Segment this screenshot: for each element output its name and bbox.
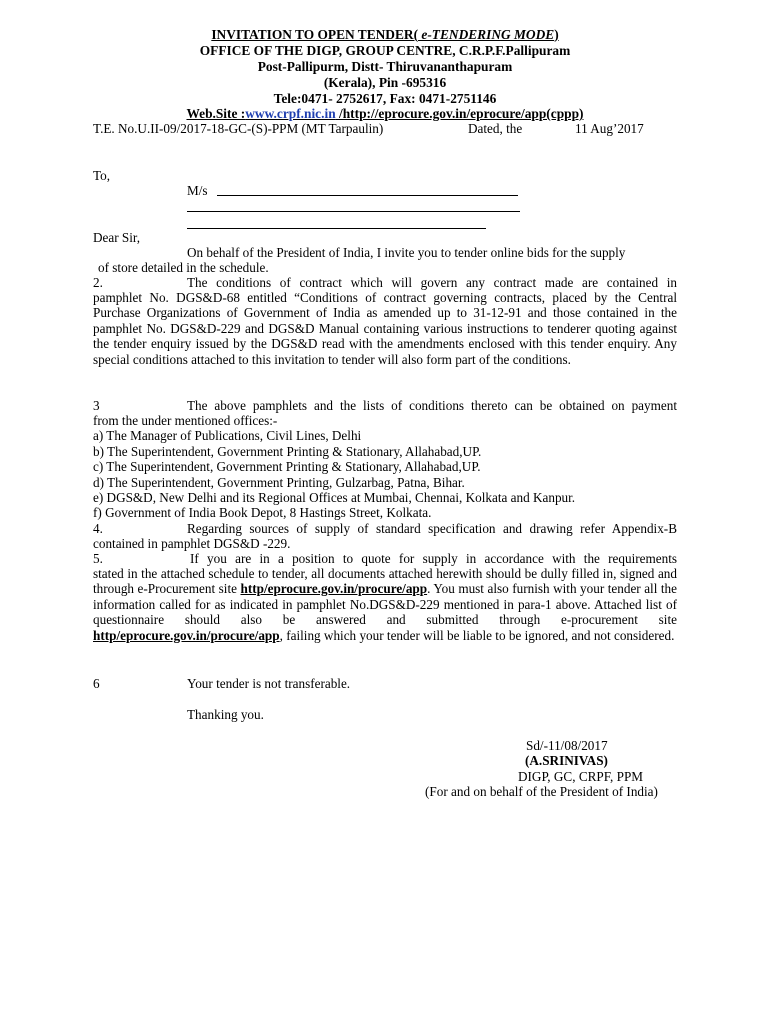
para4-second-line: contained in pamphlet DGS&D -229. bbox=[93, 536, 291, 551]
address-line-1 bbox=[217, 195, 518, 196]
title-prefix: INVITATION TO OPEN TENDER( bbox=[211, 27, 419, 42]
document-title bbox=[0, 27, 770, 43]
signature-date: Sd/-11/08/2017 bbox=[526, 738, 608, 753]
title-mode: e-TENDERING MODE bbox=[418, 27, 555, 42]
ms-label: M/s bbox=[187, 183, 208, 198]
salutation: Dear Sir, bbox=[93, 230, 141, 245]
para3-first-line: The above pamphlets and the lists of conditions thereto can be obtained on payment bbox=[187, 398, 677, 413]
para2-body: pamphlet No. DGS&D-68 entitled “Conditions of contract governing contracts, placed by the Central Purchase Organizations of Government of India as amended up to 31-12-91 and those contained in the pamphlet No. DGS&D-229 and DGS&D Manual containing various instructions to tenderer quoting against the tender enquiry issued by the DGS&D read with the amendments enclosed with this tender enquiry. Any special conditions attached to this invitation to tender will also form part of the conditions. bbox=[93, 290, 677, 367]
office-list-item: e) DGS&D, New Delhi and its Regional Offices at Mumbai, Chennai, Kolkata and Kanpur. bbox=[93, 490, 576, 505]
address-line-3 bbox=[187, 228, 486, 229]
para4-first-line: Regarding sources of supply of standard specification and drawing refer Appendix-B bbox=[187, 521, 677, 536]
eprocure-link[interactable]: http/eprocure.gov.in/procure/app bbox=[93, 627, 280, 643]
para5-part2: . You must also furnish with your tender all the information called for as indicated in pamphlet No.DGS&D-229 mentioned in para-1 above. Attached list of questionnaire should also be answered and submitted through e-procurement site bbox=[93, 581, 677, 628]
tender-enquiry-number: T.E. No.U.II-09/2017-18-GC-(S)-PPM (MT Tarpaulin) bbox=[93, 121, 384, 136]
website-link-crpf[interactable]: www.crpf.nic.in bbox=[245, 106, 336, 121]
para5-body bbox=[93, 566, 677, 643]
eprocure-link[interactable]: http/eprocure.gov.in/procure/app bbox=[240, 581, 428, 597]
office-phone-fax: Tele:0471- 2752617, Fax: 0471-2751146 bbox=[273, 91, 497, 106]
address-line-2 bbox=[187, 211, 520, 212]
para1-line2: of store detailed in the schedule. bbox=[98, 260, 269, 275]
para6-text: Your tender is not transferable. bbox=[187, 676, 351, 691]
para1-line1: On behalf of the President of India, I invite you to tender online bids for the supply bbox=[187, 245, 626, 260]
tender-date: 11 Aug’2017 bbox=[575, 121, 644, 136]
para5-part1: stated in the attached schedule to tender, all documents attached herewith should be dully filled in, signed and through e-Procurement site bbox=[93, 566, 677, 597]
website-line bbox=[0, 106, 770, 122]
office-list-item: a) The Manager of Publications, Civil Lines, Delhi bbox=[93, 428, 362, 443]
para3-number: 3 bbox=[93, 398, 100, 413]
para4-number: 4. bbox=[93, 521, 103, 536]
to-label: To, bbox=[93, 168, 111, 183]
signatory-designation: DIGP, GC, CRPF, PPM bbox=[518, 769, 644, 784]
office-list-item: f) Government of India Book Depot, 8 Hastings Street, Kolkata. bbox=[93, 505, 432, 520]
para5-part3: , failing which your tender will be liable to be ignored, and not considered. bbox=[279, 627, 675, 643]
para5-first-line: If you are in a position to quote for supply in accordance with the requirements bbox=[190, 551, 677, 566]
para5-number: 5. bbox=[93, 551, 103, 566]
para6-number: 6 bbox=[93, 676, 100, 691]
office-post: Post-Pallipurm, Distt- Thiruvananthapuram bbox=[257, 59, 513, 74]
website-label: Web.Site : bbox=[186, 106, 246, 121]
on-behalf-line: (For and on behalf of the President of India) bbox=[425, 784, 658, 799]
signatory-name: (A.SRINIVAS) bbox=[525, 753, 608, 768]
para2-number: 2. bbox=[93, 275, 103, 290]
office-list-item: d) The Superintendent, Government Printing, Gulzarbag, Patna, Bihar. bbox=[93, 475, 465, 490]
office-list-item: c) The Superintendent, Government Printing & Stationary, Allahabad,UP. bbox=[93, 459, 481, 474]
title-suffix: ) bbox=[554, 27, 559, 42]
website-link-eprocure[interactable]: /http://eprocure.gov.in/eprocure/app(cppp) bbox=[335, 106, 584, 121]
office-list-item: b) The Superintendent, Government Printing & Stationary, Allahabad,UP. bbox=[93, 444, 482, 459]
office-name: OFFICE OF THE DIGP, GROUP CENTRE, C.R.P.F.Pallipuram bbox=[199, 43, 571, 58]
para3-second-line: from the under mentioned offices:- bbox=[93, 413, 278, 428]
para2-first-line: The conditions of contract which will govern any contract made are contained in bbox=[187, 275, 677, 290]
dated-label: Dated, the bbox=[468, 121, 523, 136]
office-state: (Kerala), Pin -695316 bbox=[323, 75, 447, 90]
closing: Thanking you. bbox=[187, 707, 264, 722]
